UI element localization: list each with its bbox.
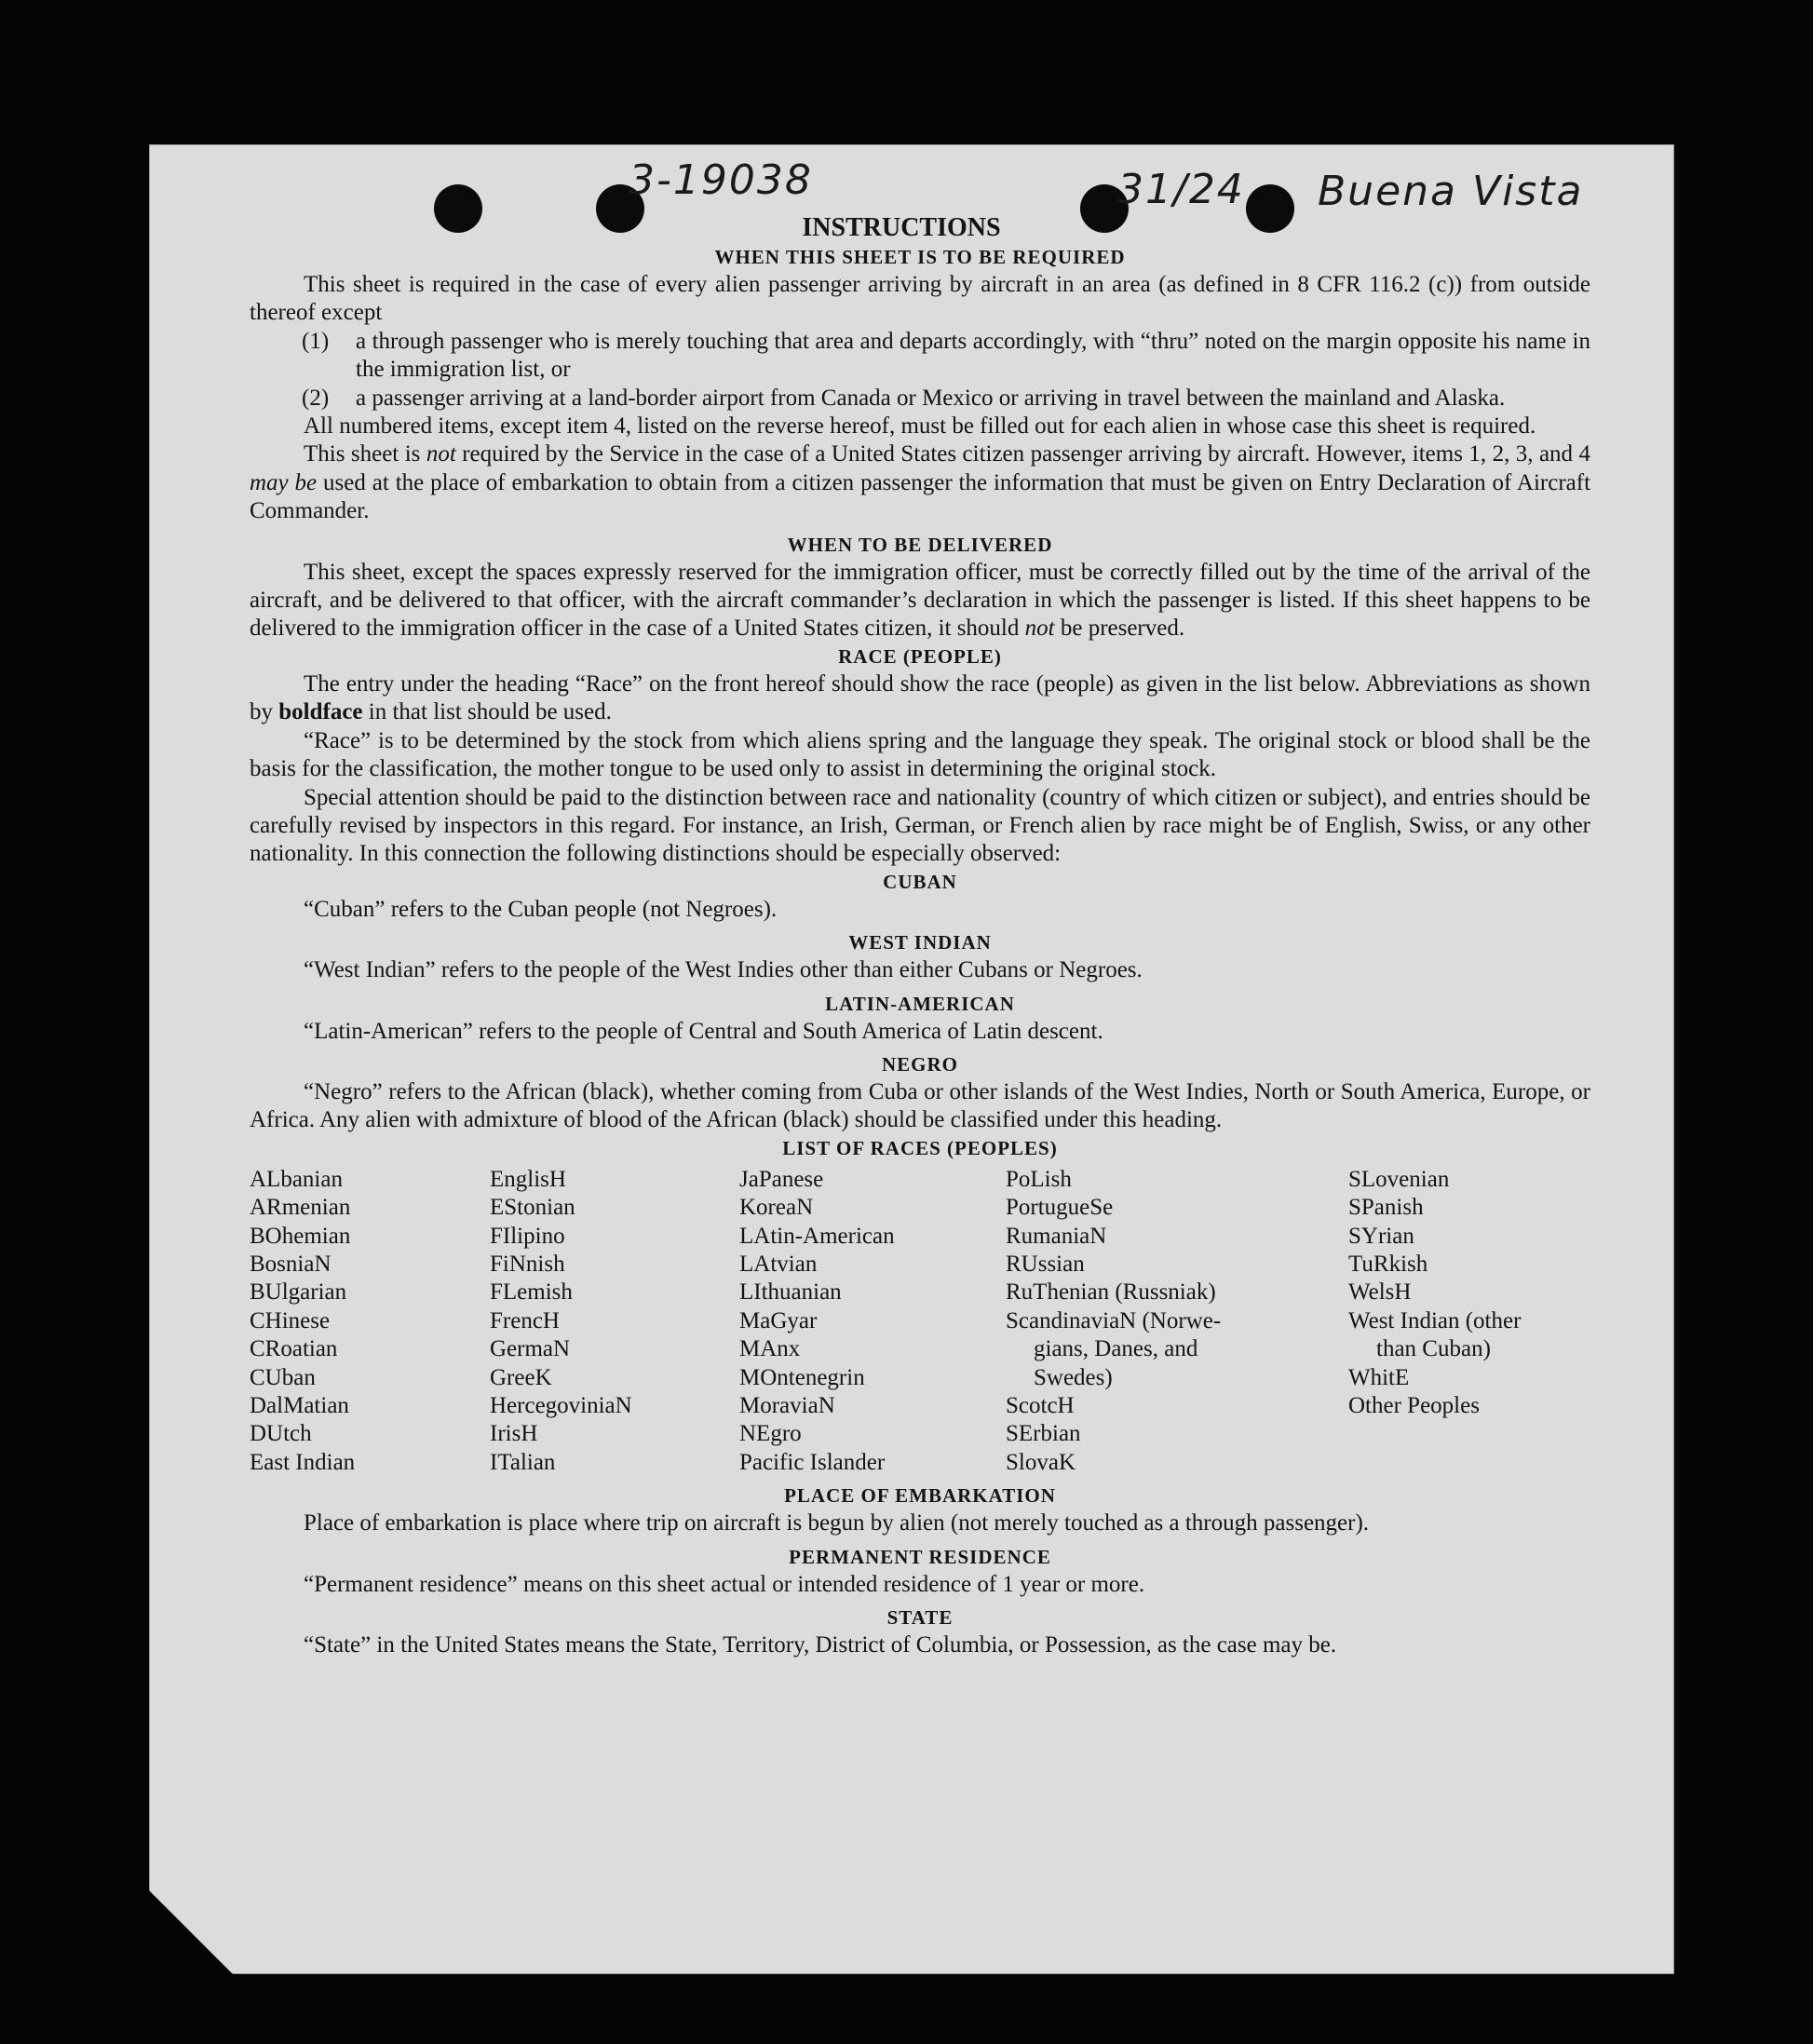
paragraph-negro: “Negro” refers to the African (black), whether coming from Cuba or other islands of the West Indies, North or South America, Europe, or Africa. Any alien with admixture of blood of the African (black) should be classified under this heading.	[250, 1078, 1590, 1133]
race-entry: LIthuanian	[739, 1279, 842, 1306]
race-entry: GermaN	[490, 1336, 571, 1362]
race-entry: DUtch	[250, 1421, 312, 1447]
handwritten-date: 31/24	[1117, 166, 1245, 213]
paragraph-delivered: This sheet, except the spaces expressly reserved for the immigration officer, must be correctly filled out by the time of the arrival of the aircraft, and be delivered to that officer, with the aircraft commander’s declaration in which the passenger is listed. If this sheet happens to be delivered to the immigration officer in the case of a United States citizen, it should not be preserved.	[250, 559, 1590, 642]
race-entry: WelsH	[1348, 1279, 1412, 1306]
heading-permanent-residence: PERMANENT RESIDENCE	[789, 1545, 1051, 1568]
races-table	[250, 1166, 1590, 1477]
paragraph-race-entry: The entry under the heading “Race” on the front hereof should show the race (people) as given in the list below. Abbreviations as shown by boldface in that list should be used.	[250, 670, 1590, 725]
list-item: (2) a passenger arriving at a land-border airport from Canada or Mexico or arriving in travel between the mainland and Alaska.	[302, 385, 1506, 411]
race-entry: EStonian	[490, 1195, 575, 1221]
handwritten-file-number: 3-19038	[629, 156, 813, 204]
corner-cut	[149, 1890, 233, 1974]
race-entry: MaGyar	[739, 1307, 818, 1333]
race-entry: LAtvian	[739, 1251, 818, 1277]
race-entry: CRoatian	[250, 1336, 338, 1362]
race-entry: FrencH	[490, 1307, 560, 1333]
race-entry: BosniaN	[250, 1251, 331, 1277]
race-entry: SPanish	[1348, 1195, 1424, 1221]
race-entry: LAtin-American	[739, 1223, 895, 1249]
race-entry: DalMatian	[250, 1393, 349, 1418]
race-entry: ALbanian	[250, 1166, 343, 1192]
race-entry: HercegoviniaN	[490, 1393, 632, 1418]
races-column	[1006, 1166, 1348, 1477]
paragraph-state: “State” in the United States means the State, Territory, District of Columbia, or Possession, as the case may be.	[304, 1632, 1337, 1658]
paragraph-numbered-items: All numbered items, except item 4, listed on the reverse hereof, must be filled out for each alien in whose case this sheet is required.	[304, 413, 1536, 440]
heading-required: WHEN THIS SHEET IS TO BE REQUIRED	[714, 246, 1126, 268]
paragraph-embarkation: Place of embarkation is place where trip on aircraft is begun by alien (not merely touched as a through passenger).	[304, 1510, 1370, 1536]
race-entry: KoreaN	[739, 1195, 814, 1221]
race-entry: EnglisH	[490, 1166, 566, 1192]
race-entry: West Indian (other	[1348, 1307, 1522, 1333]
race-entry: WhitE	[1348, 1364, 1410, 1390]
race-entry: RumaniaN	[1006, 1223, 1107, 1249]
heading-cuban: CUBAN	[883, 870, 957, 893]
races-column	[250, 1166, 490, 1477]
race-entry: Pacific Islander	[739, 1449, 886, 1475]
heading-embarkation: PLACE OF EMBARKATION	[784, 1484, 1056, 1508]
heading-race: RACE (PEOPLE)	[838, 644, 1002, 668]
race-entry: ScandinaviaN (Norwe-	[1006, 1307, 1222, 1333]
instructions-body	[250, 212, 1590, 1659]
paragraph-race-stock: “Race” is to be determined by the stock from which aliens spring and the language they speak. The original stock or blood shall be the basis for the classification, the mother tongue to be used only to assist in determining the original stock.	[250, 727, 1590, 782]
list-item: (1) a through passenger who is merely touching that area and departs accordingly, with “thru” noted on the margin opposite his name in the immigration list, or	[302, 328, 1590, 383]
race-entry: PoLish	[1006, 1166, 1072, 1192]
heading-state: STATE	[886, 1606, 954, 1630]
paragraph-west-indian: “West Indian” refers to the people of the West Indies other than either Cubans or Negroes.	[304, 957, 1143, 983]
handwritten-place: Buena Vista	[1318, 168, 1584, 215]
paragraph-race-nationality: Special attention should be paid to the distinction between race and nationality (country of which citizen or subject), and entries should be carefully revised by inspectors in this regard. For instance, an Irish, German, or French alien by race might be of English, Swiss, or any other nationality. In this connection the following distinctions should be especially observed:	[250, 784, 1590, 867]
race-entry: MAnx	[739, 1336, 801, 1362]
heading-delivered: WHEN TO BE DELIVERED	[787, 533, 1053, 556]
race-entry: Swedes)	[1034, 1364, 1113, 1390]
race-entry: RUssian	[1006, 1251, 1085, 1277]
race-entry: NEgro	[739, 1421, 802, 1447]
race-entry: ITalian	[490, 1449, 556, 1475]
race-entry: than Cuban)	[1376, 1336, 1491, 1362]
race-entry: ARmenian	[250, 1195, 351, 1221]
races-column	[1348, 1166, 1590, 1477]
heading-latin-american: LATIN-AMERICAN	[825, 992, 1015, 1015]
race-entry: SlovaK	[1006, 1449, 1076, 1475]
race-entry: SLovenian	[1348, 1166, 1450, 1192]
race-entry: SYrian	[1348, 1223, 1414, 1249]
race-entry: SErbian	[1006, 1421, 1081, 1447]
paragraph-permanent-residence: “Permanent residence” means on this sheet actual or intended residence of 1 year or more.	[304, 1571, 1145, 1597]
race-entry: MOntenegrin	[739, 1364, 865, 1390]
race-entry: CHinese	[250, 1307, 331, 1333]
race-entry: PortugueSe	[1006, 1195, 1114, 1221]
page-title: INSTRUCTIONS	[802, 213, 1001, 242]
heading-negro: NEGRO	[881, 1052, 958, 1076]
race-entry: MoraviaN	[739, 1393, 835, 1418]
paragraph-citizen: This sheet is not required by the Service in the case of a United States citizen passenger arriving by aircraft. However, items 1, 2, 3, and 4 may be used at the place of embarkation to obtain from a citizen passenger the information that must be given on Entry Declaration of Aircraft Commander.	[250, 441, 1591, 524]
race-entry: BOhemian	[250, 1223, 351, 1249]
paragraph-cuban: “Cuban” refers to the Cuban people (not Negroes).	[304, 896, 778, 922]
paragraph-latin-american: “Latin-American” refers to the people of Central and South America of Latin descent.	[304, 1018, 1103, 1044]
races-column	[490, 1166, 739, 1477]
race-entry: FIlipino	[490, 1223, 565, 1249]
heading-list-of-races: LIST OF RACES (PEOPLES)	[782, 1136, 1058, 1159]
race-entry: CUban	[250, 1364, 316, 1390]
race-entry: GreeK	[490, 1364, 552, 1390]
race-entry: Other Peoples	[1348, 1393, 1480, 1418]
race-entry: TuRkish	[1348, 1251, 1428, 1277]
heading-west-indian: WEST INDIAN	[848, 931, 992, 954]
race-entry: FiNnish	[490, 1251, 565, 1277]
race-entry: JaPanese	[739, 1166, 824, 1192]
race-entry: East Indian	[250, 1449, 356, 1475]
races-column	[739, 1166, 1006, 1477]
race-entry: ScotcH	[1006, 1393, 1075, 1418]
paragraph-required-intro: This sheet is required in the case of every alien passenger arriving by aircraft in an area (as defined in 8 CFR 116.2 (c)) from outside thereof except	[250, 272, 1590, 326]
race-entry: BUlgarian	[250, 1279, 347, 1306]
race-entry: RuThenian (Russniak)	[1006, 1279, 1216, 1306]
race-entry: FLemish	[490, 1279, 573, 1306]
race-entry: IrisH	[490, 1421, 538, 1447]
race-entry: gians, Danes, and	[1034, 1336, 1198, 1362]
